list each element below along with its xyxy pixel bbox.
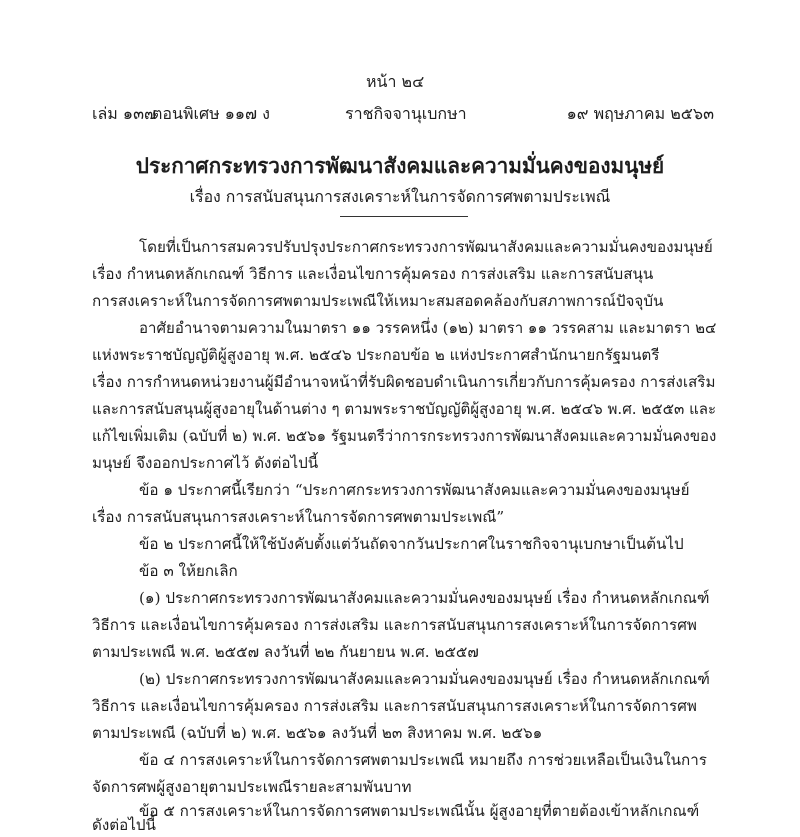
body-line: เรื่อง การกำหนดหน่วยงานผู้มีอำนาจหน้าที่รับผิดชอบดำเนินการเกี่ยวกับการคุ้มครอง การส่งเสริม [92,373,716,391]
body-line: ตามประเพณี พ.ศ. ๒๕๕๗ ลงวันที่ ๒๒ กันยายน พ.ศ. ๒๕๕๗ [92,643,479,661]
body-line: และการสนับสนุนผู้สูงอายุในด้านต่าง ๆ ตามพระราชบัญญัติผู้สูงอายุ พ.ศ. ๒๕๔๖ พ.ศ. ๒๕๕๓ และ [92,400,717,418]
body-line: ข้อ ๒ ประกาศนี้ให้ใช้บังคับตั้งแต่วันถัดจากวันประกาศในราชกิจจานุเบกษาเป็นต้นไป [139,535,684,553]
body-line: จัดการศพผู้สูงอายุตามประเพณีรายละสามพันบาท [92,778,412,796]
body-line: (๒) ประกาศกระทรวงการพัฒนาสังคมและความมั่นคงของมนุษย์ เรื่อง กำหนดหลักเกณฑ์ [139,670,710,688]
body-line: แห่งพระราชบัญญัติผู้สูงอายุ พ.ศ. ๒๕๔๖ ประกอบข้อ ๒ แห่งประกาศสำนักนายกรัฐมนตรี [92,346,660,364]
body-line: เรื่อง กำหนดหลักเกณฑ์ วิธีการ และเงื่อนไขการคุ้มครอง การส่งเสริม และการสนับสนุน [92,265,654,283]
gazette-name: ราชกิจจานุเบกษา [345,104,467,123]
body-line: ตามประเพณี (ฉบับที่ ๒) พ.ศ. ๒๕๖๑ ลงวันที่ ๒๓ สิงหาคม พ.ศ. ๒๕๖๑ [92,724,543,742]
body-line: ข้อ ๕ การสงเคราะห์ในการจัดการศพตามประเพณีนั้น ผู้สูงอายุที่ตายต้องเข้าหลักเกณฑ์ [139,802,700,820]
body-line: แก้ไขเพิ่มเติม (ฉบับที่ ๒) พ.ศ. ๒๕๖๑ รัฐมนตรีว่าการกระทรวงการพัฒนาสังคมและความมั่นคงของ [92,427,717,445]
gazette-volume: เล่ม ๑๓๗ [92,104,157,123]
gazette-header [92,102,714,126]
body-line: ข้อ ๑ ประกาศนี้เรียกว่า “ประกาศกระทรวงการพัฒนาสังคมและความมั่นคงของมนุษย์ [139,481,690,499]
body-line: การสงเคราะห์ในการจัดการศพตามประเพณีให้เหมาะสมสอดคล้องกับสภาพการณ์ปัจจุบัน [92,292,664,310]
body-line: อาศัยอำนาจตามความในมาตรา ๑๑ วรรคหนึ่ง (๑๒) มาตรา ๑๑ วรรคสาม และมาตรา ๒๔ [139,319,717,337]
body-line: เรื่อง การสนับสนุนการสงเคราะห์ในการจัดการศพตามประเพณี” [92,508,505,526]
gazette-issue: ตอนพิเศษ ๑๑๗ ง [152,104,270,123]
body-line: ข้อ ๓ ให้ยกเลิก [139,562,238,580]
document-title: ประกาศกระทรวงการพัฒนาสังคมและความมั่นคงของมนุษย์ [135,153,665,178]
body-line: มนุษย์ จึงออกประกาศไว้ ดังต่อไปนี้ [92,454,319,472]
body-line: ข้อ ๔ การสงเคราะห์ในการจัดการศพตามประเพณี หมายถึง การช่วยเหลือเป็นเงินในการ [139,751,707,769]
body-line: ดังต่อไปนี้ [92,816,156,834]
page-number: หน้า ๒๔ [366,72,425,91]
gazette-date: ๑๙ พฤษภาคม ๒๕๖๓ [566,104,714,123]
body-line: (๑) ประกาศกระทรวงการพัฒนาสังคมและความมั่นคงของมนุษย์ เรื่อง กำหนดหลักเกณฑ์ [139,589,710,607]
body-line: โดยที่เป็นการสมควรปรับปรุงประกาศกระทรวงการพัฒนาสังคมและความมั่นคงของมนุษย์ [139,238,713,256]
body-line: วิธีการ และเงื่อนไขการคุ้มครอง การส่งเสริม และการสนับสนุนการสงเคราะห์ในการจัดการศพ [92,616,697,634]
document-subject: เรื่อง การสนับสนุนการสงเคราะห์ในการจัดการศพตามประเพณี [189,187,611,206]
body-line: วิธีการ และเงื่อนไขการคุ้มครอง การส่งเสริม และการสนับสนุนการสงเคราะห์ในการจัดการศพ [92,697,697,715]
title-divider [340,216,468,217]
